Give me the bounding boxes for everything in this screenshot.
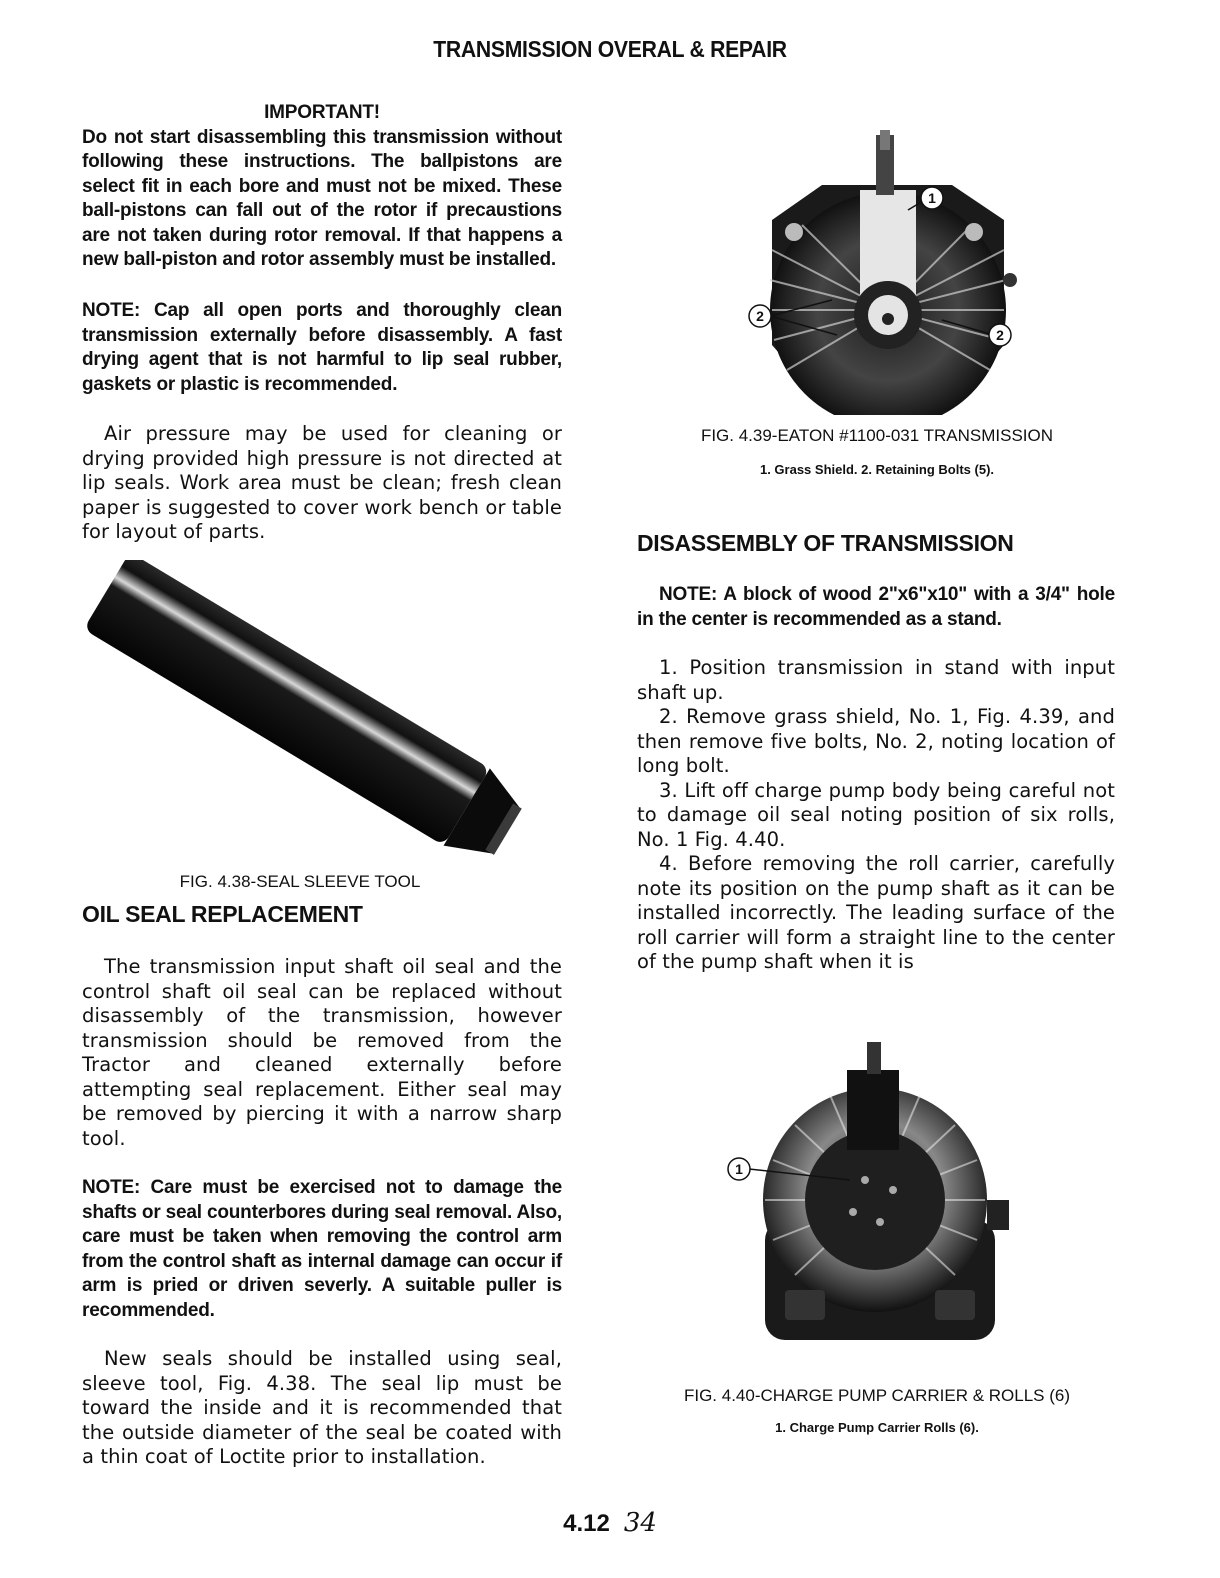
fig-4-40-image: [725, 1040, 1025, 1345]
page-title: TRANSMISSION OVERAL & REPAIR: [433, 36, 787, 62]
fig-4-40-callout-1: 1: [735, 1161, 743, 1177]
page-number: 4.12: [563, 1510, 610, 1537]
oil-seal-heading: OIL SEAL REPLACEMENT: [82, 901, 363, 927]
important-section: [82, 101, 562, 273]
important-heading: IMPORTANT!: [264, 102, 380, 123]
oil-seal-note: NOTE: Care must be exercised not to damage the shafts or seal counterbores during seal removal. Also, care must be taken when removing the control arm from the control shaft as internal damage can occur if arm is pried or driven severly. A suitable puller is recommended.: [82, 1177, 562, 1321]
air-pressure-paragraph: Air pressure may be used for cleaning or drying provided high pressure is not directed at lip seals. Work area must be clean; fresh clean paper is suggested to cover work bench or table for layout of parts.: [82, 422, 562, 543]
fig-4-39-callout-2a: 2: [756, 308, 764, 324]
seal-sleeve-tool-image: [85, 560, 550, 860]
fig-4-39-caption: FIG. 4.39-EATON #1100-031 TRANSMISSION: [700, 426, 1054, 445]
handwritten-page-number: 34: [623, 1508, 657, 1538]
note-clean: NOTE: Cap all open ports and thoroughly clean transmission externally before disassembly. A fast drying agent that is not harmful to lip seal rubber, gaskets or plastic is recommended.: [82, 300, 562, 395]
disassembly-step-3: 3. Lift off charge pump body being careful not to damage oil seal noting position of six rolls, No. 1 Fig. 4.40.: [637, 778, 1115, 851]
disassembly-step-4: 4. Before removing the roll carrier, carefully note its position on the pump shaft as it can be installed incorrectly. The leading surface of the roll carrier will form a straight line to the center of the pump shaft when it is: [637, 852, 1115, 973]
fig-4-40-caption: FIG. 4.40-CHARGE PUMP CARRIER & ROLLS (6): [683, 1386, 1071, 1405]
important-text: Do not start disassembling this transmission without following these instructions. The ballpistons are select fit in each bore and must not be mixed. These ball-pistons can fall out of the rotor if precaustions are not taken during rotor removal. If that happens a new ball-piston and rotor assembly must be installed.: [82, 126, 562, 270]
fig-4-39-legend: 1. Grass Shield. 2. Retaining Bolts (5).: [759, 462, 995, 477]
fig-4-39-image: [742, 130, 1032, 415]
oil-seal-paragraph: The transmission input shaft oil seal and the control shaft oil seal can be replaced without disassembly of the transmission, however transmission should be removed from the Tractor and cleaned externally before attempting seal replacement. Either seal may be removed by piercing it with a narrow sharp tool.: [82, 955, 562, 1150]
disassembly-step-2: 2. Remove grass shield, No. 1, Fig. 4.39, and then remove five bolts, No. 2, noting location of long bolt.: [637, 705, 1115, 777]
seal-install-paragraph: New seals should be installed using seal, sleeve tool, Fig. 4.38. The seal lip must be toward the inside and it is recommended that the outside diameter of the seal be coated with a thin coat of Loctite prior to installation.: [82, 1347, 562, 1468]
fig-4-40-legend: 1. Charge Pump Carrier Rolls (6).: [775, 1420, 979, 1435]
disassembly-heading: DISASSEMBLY OF TRANSMISSION: [637, 530, 1014, 556]
fig-4-39-callout-2b: 2: [996, 327, 1004, 343]
fig-4-38-caption: FIG. 4.38-SEAL SLEEVE TOOL: [179, 872, 421, 891]
fig-4-39-callout-1: 1: [928, 190, 936, 206]
disassembly-steps: [637, 656, 1115, 975]
disassembly-step-1: 1. Position transmission in stand with input shaft up.: [637, 656, 1115, 704]
disassembly-note: NOTE: A block of wood 2"x6"x10" with a 3/4" hole in the center is recommended as a stand.: [637, 584, 1115, 630]
page-footer: [0, 1508, 1220, 1538]
